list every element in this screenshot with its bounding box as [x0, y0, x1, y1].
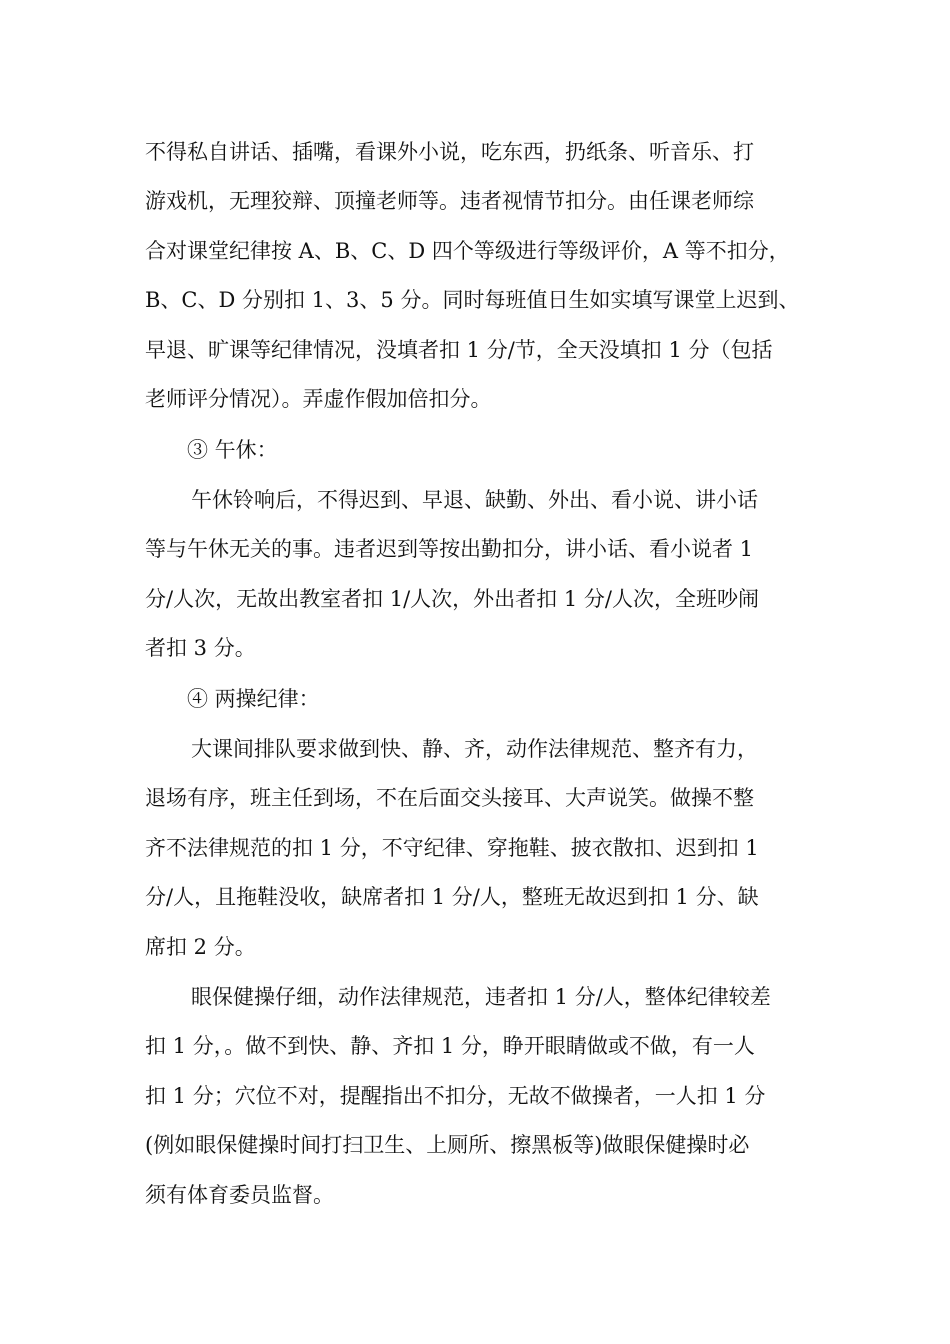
text-line: 席扣 2 分。	[145, 935, 256, 959]
text-line: (例如眼保健操时间打扫卫生、上厕所、擦黑板等)做眼保健操时必	[145, 1133, 750, 1157]
text-line: 扣 1 分，。做不到快、静、齐扣 1 分，睁开眼睛做或不做，有一人	[145, 1034, 755, 1058]
text-line: 退场有序，班主任到场，不在后面交头接耳、大声说笑。做操不整	[145, 786, 754, 810]
text-line: 游戏机，无理狡辩、顶撞老师等。违者视情节扣分。由任课老师综	[145, 189, 754, 213]
text-line: 午休铃响后，不得迟到、早退、缺勤、外出、看小说、讲小话	[191, 488, 758, 512]
section-heading-noon-rest: ③ 午休：	[187, 438, 278, 462]
text-line: 眼保健操仔细，动作法律规范，违者扣 1 分/人，整体纪律较差	[191, 985, 771, 1009]
text-line: 者扣 3 分。	[145, 636, 256, 660]
text-line: 齐不法律规范的扣 1 分，不守纪律、穿拖鞋、披衣散扣、迟到扣 1	[145, 836, 759, 860]
text-line: 老师评分情况）。弄虚作假加倍扣分。	[145, 387, 492, 411]
text-line: 分/人，且拖鞋没收，缺席者扣 1 分/人，整班无故迟到扣 1 分、缺	[145, 885, 759, 909]
text-line: 大课间排队要求做到快、静、齐，动作法律规范、整齐有力，	[191, 737, 758, 761]
text-line: 须有体育委员监督。	[145, 1183, 334, 1207]
text-line: 早退、旷课等纪律情况，没填者扣 1 分/节，全天没填扣 1 分（包括	[145, 338, 773, 362]
text-line: 等与午休无关的事。违者迟到等按出勤扣分，讲小话、看小说者 1	[145, 537, 754, 561]
section-heading-exercise-discipline: ④ 两操纪律：	[187, 687, 320, 711]
text-line: 不得私自讲话、插嘴，看课外小说，吃东西，扔纸条、听音乐、打	[145, 140, 754, 164]
text-line: 分/人次，无故出教室者扣 1/人次，外出者扣 1 分/人次，全班吵闹	[145, 587, 759, 611]
text-line: 扣 1 分；穴位不对，提醒指出不扣分，无故不做操者，一人扣 1 分	[145, 1084, 766, 1108]
text-line: B、C、D 分别扣 1、3、5 分。同时每班值日生如实填写课堂上迟到、	[145, 288, 800, 312]
text-line: 合对课堂纪律按 A、B、C、D 四个等级进行等级评价，A 等不扣分，	[145, 239, 790, 263]
